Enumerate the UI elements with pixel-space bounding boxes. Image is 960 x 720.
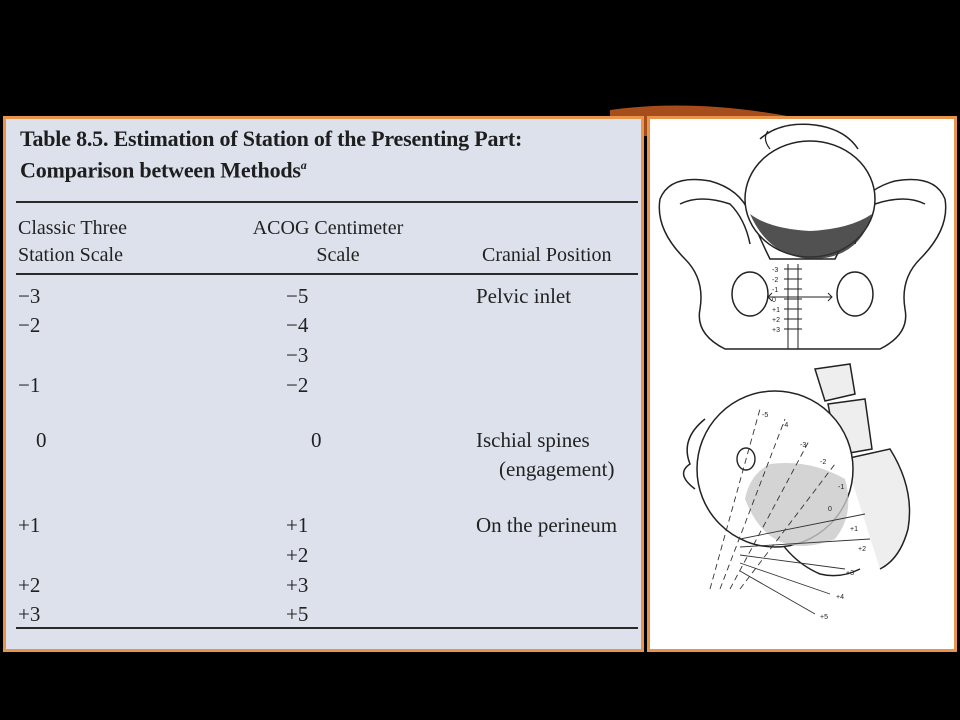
cell-acog-scale: 0 bbox=[311, 428, 322, 452]
fetal-head-sagittal bbox=[684, 391, 853, 547]
cell-cranial-position: (engagement) bbox=[499, 457, 615, 481]
bottom-scale-label: -3 bbox=[800, 442, 807, 449]
bottom-scale-label: -1 bbox=[838, 484, 845, 491]
cell-acog-scale: −4 bbox=[286, 313, 309, 337]
top-station-scale bbox=[784, 264, 802, 349]
bottom-scale-label: -2 bbox=[820, 459, 827, 466]
top-scale-label: -3 bbox=[772, 267, 779, 274]
header-classic-line1: Classic Three bbox=[18, 217, 128, 239]
title-footnote: a bbox=[300, 158, 307, 172]
cell-acog-scale: +2 bbox=[286, 543, 309, 567]
top-scale-label: -1 bbox=[772, 287, 779, 294]
header-cranial: Cranial Position bbox=[482, 244, 612, 266]
cell-classic-station: +3 bbox=[18, 602, 41, 626]
cell-acog-scale: −3 bbox=[286, 343, 309, 367]
cell-acog-scale: −2 bbox=[286, 373, 309, 397]
cell-classic-station: −2 bbox=[18, 313, 41, 337]
table-title-line2: Comparison between Methods$^a$ bbox=[20, 157, 307, 183]
figure-panel bbox=[647, 116, 957, 652]
fetal-head-top bbox=[745, 124, 875, 259]
header-acog bbox=[228, 215, 428, 269]
bottom-scale-label: -5 bbox=[762, 412, 769, 419]
top-scale-label: 0 bbox=[772, 297, 776, 304]
cell-acog-scale: +3 bbox=[286, 573, 309, 597]
table-bottom-rule bbox=[16, 627, 638, 629]
top-scale-labels bbox=[772, 267, 780, 334]
table-top-rule bbox=[16, 201, 638, 203]
bottom-scale-label: +5 bbox=[820, 614, 828, 621]
top-scale-label: -2 bbox=[772, 277, 779, 284]
pelvis-illustration bbox=[650, 119, 954, 649]
bottom-scale-label: 0 bbox=[828, 506, 832, 513]
header-classic-line2: Station Scale bbox=[18, 244, 123, 266]
cell-classic-station: +1 bbox=[18, 513, 41, 537]
header-classic bbox=[18, 215, 127, 269]
cell-acog-scale: +5 bbox=[286, 602, 309, 626]
header-acog-line2: Scale bbox=[316, 244, 360, 266]
cell-cranial-position: On the perineum bbox=[476, 513, 618, 537]
cell-classic-station: +2 bbox=[18, 573, 41, 597]
top-scale-label: +1 bbox=[772, 307, 780, 314]
cell-cranial-position: Pelvic inlet bbox=[476, 284, 572, 308]
bottom-scale-label: -4 bbox=[782, 422, 789, 429]
cell-cranial-position: Ischial spines bbox=[476, 428, 590, 452]
header-acog-line1: ACOG Centimeter bbox=[252, 217, 404, 239]
cell-classic-station: −3 bbox=[18, 284, 41, 308]
table-header-rule bbox=[16, 273, 638, 275]
cell-acog-scale: −5 bbox=[286, 284, 309, 308]
bottom-scale-label: +2 bbox=[858, 546, 866, 553]
cell-classic-station: 0 bbox=[36, 428, 47, 452]
cell-classic-station: −1 bbox=[18, 373, 41, 397]
bottom-scale-label: +3 bbox=[846, 570, 854, 577]
bottom-scale-label: +4 bbox=[836, 594, 844, 601]
table-panel bbox=[3, 116, 644, 652]
top-scale-label: +3 bbox=[772, 327, 780, 334]
table-title bbox=[20, 125, 630, 183]
top-scale-label: +2 bbox=[772, 317, 780, 324]
bottom-scale-label: +1 bbox=[850, 526, 858, 533]
cell-acog-scale: +1 bbox=[286, 513, 309, 537]
table-title-line1: Table 8.5. Estimation of Station of the Presenting Part: bbox=[20, 126, 523, 151]
